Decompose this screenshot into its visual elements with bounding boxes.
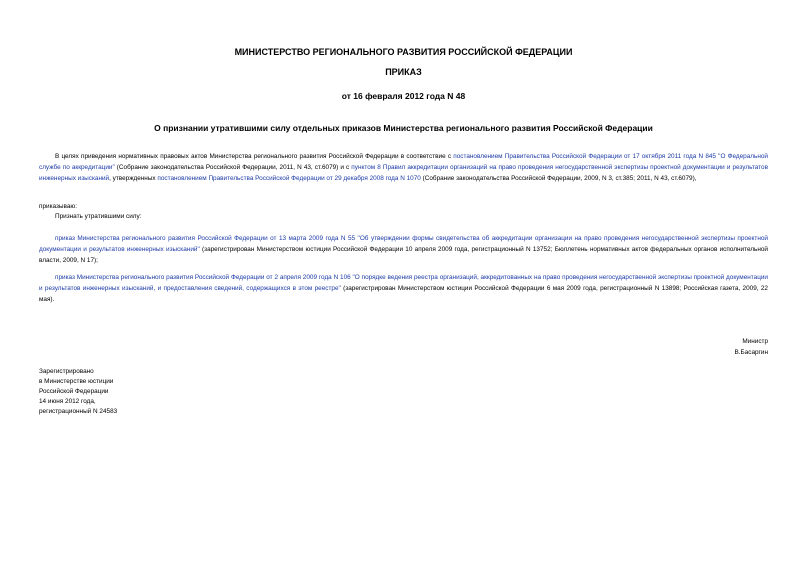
ministry-heading: МИНИСТЕРСТВО РЕГИОНАЛЬНОГО РАЗВИТИЯ РОССИЙСКОЙ ФЕДЕРАЦИИ <box>234 47 573 57</box>
document-title: О признании утратившими силу отдельных приказов Министерства регионального развития Российской Федерации <box>154 123 653 133</box>
order-106-details: (зарегистрирован Министерством юстиции Российской Федерации 6 мая 2009 года, регистрационный N 13898; Российская газета, 2009, 22 мая). <box>39 285 768 303</box>
link-order-55[interactable]: приказ Министерства регионального развития Российской Федерации от 13 марта 2009 года N 55 "Об утверждении формы свидетельства об аккредитации организации на право проведения негосударственной экспертизы проектной документации и результатов инженерных изысканий" <box>39 235 768 253</box>
link-order-106[interactable]: приказ Министерства регионального развития Российской Федерации от 2 апреля 2009 года N 106 "О порядке ведения реестра организаций, аккредитованных на право проведения негосударственной экспертизы проектной документации и результатов инженерных изысканий, и предоставления сведений, содержащихся в этом реестре" <box>39 274 768 292</box>
preamble-text-4: (Собрание законодательства Российской Федерации, 2009, N 3, ст.385; 2011, N 43, ст.6079), <box>420 175 697 182</box>
doc-type-heading: ПРИКАЗ <box>385 67 422 77</box>
link-decree-1070[interactable]: постановлением Правительства Российской Федерации от 29 декабря 2008 года N 1070 <box>157 175 421 182</box>
registration-line: в Министерстве юстиции <box>39 378 114 385</box>
link-decree-845[interactable]: постановлением Правительства Российской Федерации от 17 октября 2011 года N 845 "О Федеральной службе по аккредитации" <box>39 153 769 171</box>
preamble-text-3: , утвержденных <box>109 175 158 182</box>
preamble-paragraph <box>39 151 768 184</box>
revoked-order-106 <box>39 272 768 305</box>
signature-position: Министр <box>742 338 768 345</box>
link-rules-point-8[interactable]: пунктом 8 Правил аккредитации организаций на право проведения негосударственной экспертизы проектной документации и результатов инженерных изысканий <box>39 164 768 182</box>
registration-block <box>39 367 117 417</box>
order-55-details: (зарегистрирован Министерством юстиции Российской Федерации 10 апреля 2009 года, регистрационный N 13752; Бюллетень нормативных актов федеральных органов исполнительной власти, 2009, N 17); <box>39 246 768 264</box>
order-word: приказываю: <box>39 203 77 210</box>
registration-line: Российской Федерации <box>39 388 109 395</box>
preamble-text-2: (Собрание законодательства Российской Федерации, 2011, N 43, ст.6079) и с <box>114 164 352 171</box>
revoke-intro: Признать утратившими силу: <box>55 213 142 220</box>
registration-line: регистрационный N 24583 <box>39 408 118 415</box>
registration-line: Зарегистрировано <box>39 368 94 375</box>
signature-name: В.Басаргин <box>734 349 768 356</box>
revoked-order-55 <box>39 233 768 266</box>
registration-line: 14 июня 2012 года, <box>39 398 96 405</box>
date-number-heading: от 16 февраля 2012 года N 48 <box>341 91 466 101</box>
preamble-text-1: В целях приведения нормативных правовых актов Министерства регионального развития Российской Федерации в соответствие с <box>55 153 454 160</box>
